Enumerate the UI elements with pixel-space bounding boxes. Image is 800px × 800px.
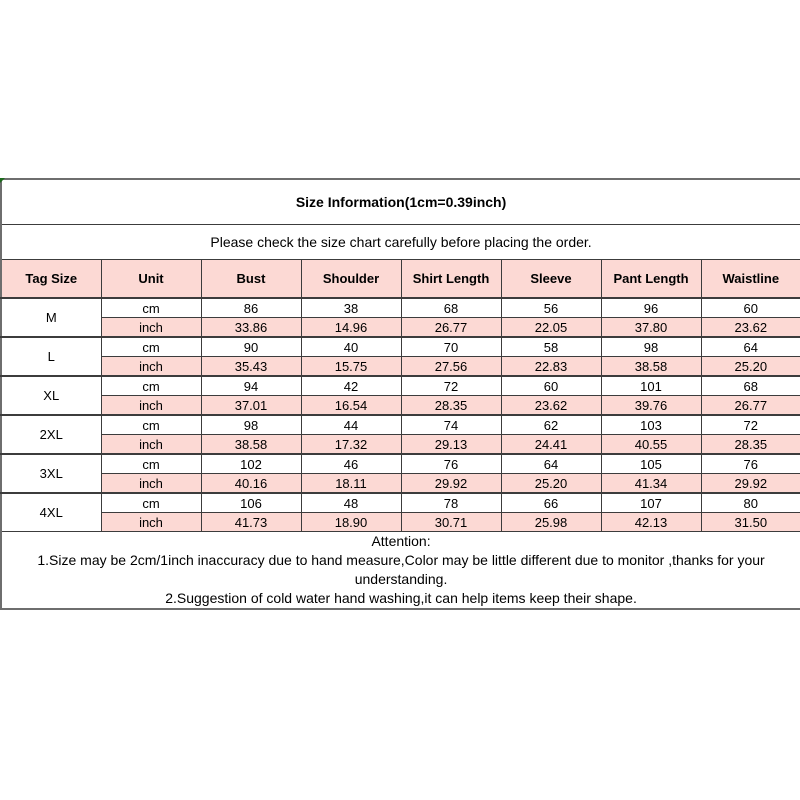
measurement-cell: 33.86 — [201, 318, 301, 338]
measurement-cell: 86 — [201, 298, 301, 318]
table-title: Size Information(1cm=0.39inch) — [1, 179, 800, 225]
measurement-cell: 98 — [601, 337, 701, 357]
measurement-cell: 37.80 — [601, 318, 701, 338]
table-row-3xl-inch — [1, 474, 800, 494]
measurement-cell: 26.77 — [701, 396, 800, 416]
column-header-tag-size: Tag Size — [1, 260, 101, 299]
measurement-cell: 18.11 — [301, 474, 401, 494]
measurement-cell: 107 — [601, 493, 701, 513]
measurement-cell: 96 — [601, 298, 701, 318]
tag-size-cell: L — [1, 337, 101, 376]
measurement-cell: 80 — [701, 493, 800, 513]
column-header-pant-length: Pant Length — [601, 260, 701, 299]
tag-size-cell: 3XL — [1, 454, 101, 493]
table-row-2xl-cm — [1, 415, 800, 435]
measurement-cell: 24.41 — [501, 435, 601, 455]
size-table — [0, 178, 800, 610]
measurement-cell: 30.71 — [401, 513, 501, 532]
unit-cell: cm — [101, 493, 201, 513]
unit-cell: inch — [101, 357, 201, 377]
measurement-cell: 46 — [301, 454, 401, 474]
measurement-cell: 68 — [701, 376, 800, 396]
measurement-cell: 38.58 — [201, 435, 301, 455]
measurement-cell: 76 — [401, 454, 501, 474]
measurement-cell: 58 — [501, 337, 601, 357]
unit-cell: cm — [101, 376, 201, 396]
table-row-3xl-cm — [1, 454, 800, 474]
measurement-cell: 14.96 — [301, 318, 401, 338]
column-header-shoulder: Shoulder — [301, 260, 401, 299]
measurement-cell: 68 — [401, 298, 501, 318]
measurement-cell: 31.50 — [701, 513, 800, 532]
table-row-l-inch — [1, 357, 800, 377]
measurement-cell: 42 — [301, 376, 401, 396]
measurement-cell: 25.20 — [701, 357, 800, 377]
measurement-cell: 62 — [501, 415, 601, 435]
measurement-cell: 60 — [501, 376, 601, 396]
subtitle-row — [1, 225, 800, 260]
unit-cell: inch — [101, 513, 201, 532]
column-header-shirt-length: Shirt Length — [401, 260, 501, 299]
attention-block — [1, 532, 800, 610]
unit-cell: inch — [101, 435, 201, 455]
measurement-cell: 40.55 — [601, 435, 701, 455]
attention-heading: Attention: — [371, 533, 431, 549]
measurement-cell: 41.34 — [601, 474, 701, 494]
attention-row — [1, 532, 800, 610]
measurement-cell: 15.75 — [301, 357, 401, 377]
table-row-xl-cm — [1, 376, 800, 396]
tag-size-cell: M — [1, 298, 101, 337]
measurement-cell: 64 — [701, 337, 800, 357]
table-row-2xl-inch — [1, 435, 800, 455]
table-row-4xl-cm — [1, 493, 800, 513]
table-row-l-cm — [1, 337, 800, 357]
measurement-cell: 98 — [201, 415, 301, 435]
measurement-cell: 42.13 — [601, 513, 701, 532]
measurement-cell: 38.58 — [601, 357, 701, 377]
measurement-cell: 22.83 — [501, 357, 601, 377]
column-header-sleeve: Sleeve — [501, 260, 601, 299]
measurement-cell: 102 — [201, 454, 301, 474]
measurement-cell: 60 — [701, 298, 800, 318]
measurement-cell: 22.05 — [501, 318, 601, 338]
tag-size-cell: 4XL — [1, 493, 101, 532]
measurement-cell: 29.13 — [401, 435, 501, 455]
column-header-waistline: Waistline — [701, 260, 800, 299]
measurement-cell: 40.16 — [201, 474, 301, 494]
measurement-cell: 106 — [201, 493, 301, 513]
measurement-cell: 28.35 — [701, 435, 800, 455]
measurement-cell: 101 — [601, 376, 701, 396]
measurement-cell: 66 — [501, 493, 601, 513]
unit-cell: inch — [101, 396, 201, 416]
measurement-cell: 29.92 — [401, 474, 501, 494]
table-row-m-cm — [1, 298, 800, 318]
measurement-cell: 44 — [301, 415, 401, 435]
measurement-cell: 56 — [501, 298, 601, 318]
table-row-xl-inch — [1, 396, 800, 416]
size-chart-sheet — [0, 178, 800, 610]
column-header-bust: Bust — [201, 260, 301, 299]
measurement-cell: 38 — [301, 298, 401, 318]
measurement-cell: 28.35 — [401, 396, 501, 416]
measurement-cell: 94 — [201, 376, 301, 396]
unit-cell: cm — [101, 298, 201, 318]
column-header-unit: Unit — [101, 260, 201, 299]
measurement-cell: 103 — [601, 415, 701, 435]
measurement-cell: 16.54 — [301, 396, 401, 416]
measurement-cell: 105 — [601, 454, 701, 474]
measurement-cell: 18.90 — [301, 513, 401, 532]
tag-size-cell: 2XL — [1, 415, 101, 454]
measurement-cell: 64 — [501, 454, 601, 474]
measurement-cell: 40 — [301, 337, 401, 357]
unit-cell: cm — [101, 454, 201, 474]
measurement-cell: 72 — [401, 376, 501, 396]
header-row — [1, 260, 800, 299]
measurement-cell: 27.56 — [401, 357, 501, 377]
measurement-cell: 37.01 — [201, 396, 301, 416]
measurement-cell: 23.62 — [501, 396, 601, 416]
unit-cell: cm — [101, 415, 201, 435]
table-row-4xl-inch — [1, 513, 800, 532]
measurement-cell: 35.43 — [201, 357, 301, 377]
measurement-cell: 39.76 — [601, 396, 701, 416]
measurement-cell: 25.20 — [501, 474, 601, 494]
measurement-cell: 25.98 — [501, 513, 601, 532]
measurement-cell: 17.32 — [301, 435, 401, 455]
unit-cell: cm — [101, 337, 201, 357]
tag-size-cell: XL — [1, 376, 101, 415]
measurement-cell: 29.92 — [701, 474, 800, 494]
measurement-cell: 78 — [401, 493, 501, 513]
measurement-cell: 74 — [401, 415, 501, 435]
unit-cell: inch — [101, 474, 201, 494]
measurement-cell: 48 — [301, 493, 401, 513]
attention-line-2: 2.Suggestion of cold water hand washing,it can help items keep their shape. — [165, 590, 637, 606]
table-subtitle: Please check the size chart carefully before placing the order. — [1, 225, 800, 260]
measurement-cell: 26.77 — [401, 318, 501, 338]
title-row — [1, 179, 800, 225]
measurement-cell: 90 — [201, 337, 301, 357]
measurement-cell: 76 — [701, 454, 800, 474]
measurement-cell: 70 — [401, 337, 501, 357]
measurement-cell: 41.73 — [201, 513, 301, 532]
measurement-cell: 72 — [701, 415, 800, 435]
measurement-cell: 23.62 — [701, 318, 800, 338]
green-corner-marker — [0, 178, 5, 183]
unit-cell: inch — [101, 318, 201, 338]
table-row-m-inch — [1, 318, 800, 338]
attention-line-1: 1.Size may be 2cm/1inch inaccuracy due to hand measure,Color may be little different due to monitor ,thanks for your understanding. — [37, 552, 765, 587]
